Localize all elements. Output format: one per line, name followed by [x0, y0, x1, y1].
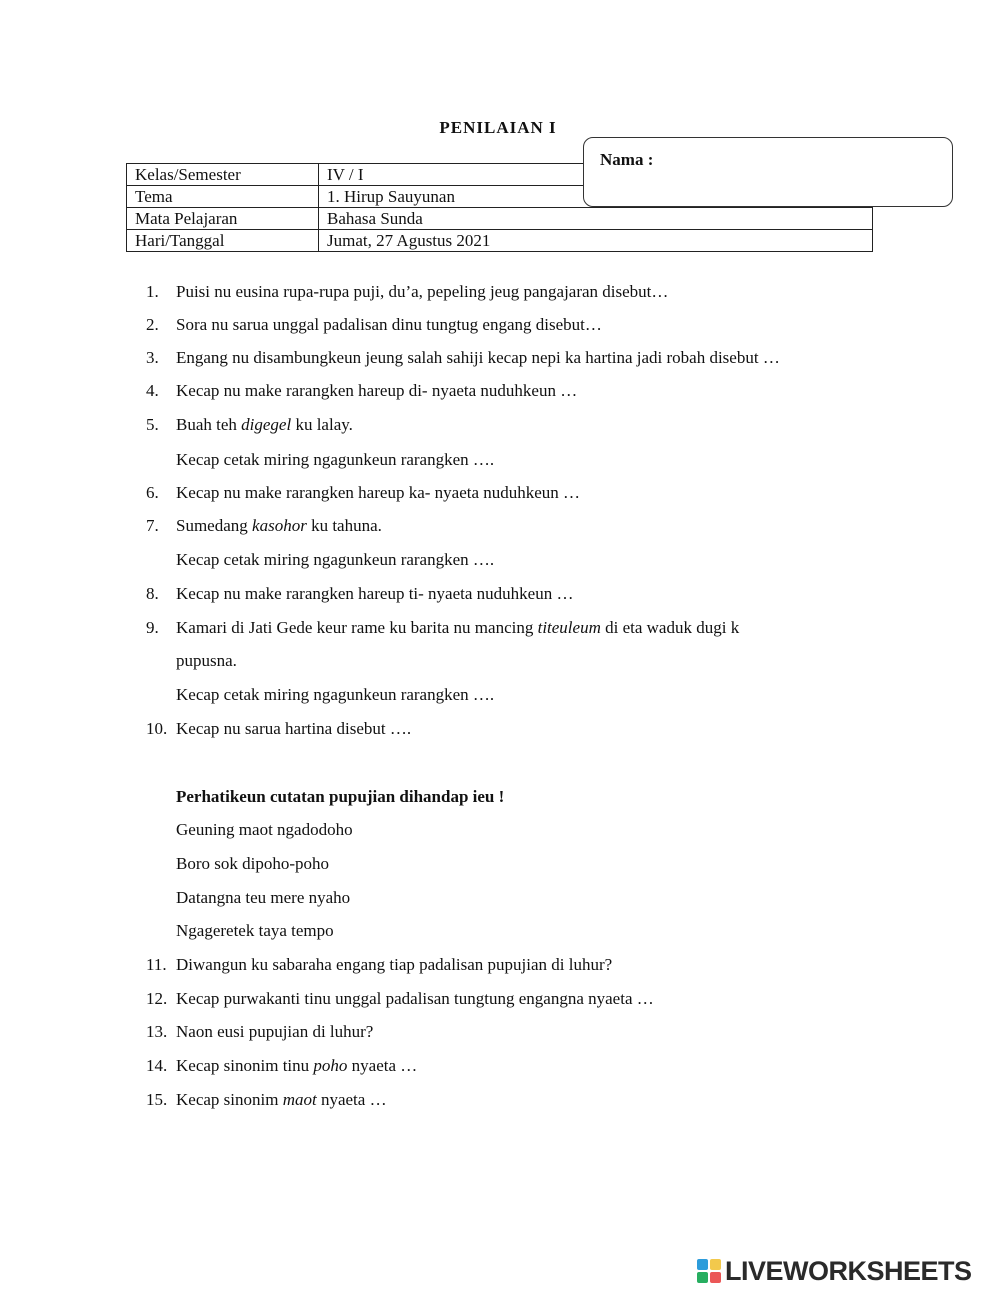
passage-heading: Perhatikeun cutatan pupujian dihandap ieu ! [176, 787, 505, 806]
info-value: Bahasa Sunda [319, 208, 873, 230]
question-number: 5. [146, 415, 159, 434]
question-text-part: ku lalay. [291, 415, 353, 434]
info-label: Hari/Tanggal [127, 230, 319, 252]
italic-word: kasohor [252, 516, 307, 535]
question-text [176, 414, 353, 436]
question-text: Kecap nu make rarangken hareup ka- nyaeta nuduhkeun … [176, 483, 581, 502]
italic-word: poho [313, 1056, 348, 1075]
question-text-part: nyaeta … [316, 1090, 387, 1109]
info-label: Tema [127, 186, 319, 208]
logo-tile [710, 1272, 721, 1283]
logo-tile [710, 1259, 721, 1270]
logo-mark-icon [697, 1259, 721, 1283]
question-subtext: Kecap cetak miring ngagunkeun rarangken …. [176, 550, 495, 569]
question-number: 15. [146, 1090, 168, 1109]
italic-word: digegel [241, 415, 292, 434]
info-value: 1. Hirup Sauyunan [319, 186, 873, 208]
question-text: Kecap purwakanti tinu unggal padalisan tungtung engangna nyaeta … [176, 989, 654, 1008]
question-number: 10. [146, 719, 168, 738]
question-subtext: Kecap cetak miring ngagunkeun rarangken …. [176, 685, 495, 704]
question-text: Kecap nu make rarangken hareup di- nyaeta nuduhkeun … [176, 381, 578, 400]
liveworksheets-logo [697, 1257, 972, 1285]
question-text [176, 1055, 417, 1077]
logo-tile [697, 1259, 708, 1270]
info-row-mapel [127, 208, 873, 230]
question-text-part: Kecap sinonim tinu [176, 1056, 314, 1075]
question-text: Puisi nu eusina rupa-rupa puji, du’a, pepeling jeug pangajaran disebut… [176, 282, 669, 301]
passage-line: Datangna teu mere nyaho [176, 888, 351, 907]
logo-tile [697, 1272, 708, 1283]
nama-label: Nama : [600, 150, 654, 169]
passage-line: Geuning maot ngadodoho [176, 820, 353, 839]
question-number: 8. [146, 584, 159, 603]
question-text [176, 515, 382, 537]
info-value: Jumat, 27 Agustus 2021 [319, 230, 873, 252]
info-value: IV / I [319, 164, 873, 186]
question-text-part: nyaeta … [347, 1056, 418, 1075]
question-number: 2. [146, 315, 159, 334]
question-text [176, 617, 739, 639]
question-text-part: di eta waduk dugi k [600, 618, 740, 637]
nama-input-box[interactable] [583, 137, 953, 207]
passage-line: Ngageretek taya tempo [176, 921, 334, 940]
question-text: Diwangun ku sabaraha engang tiap padalisan pupujian di luhur? [176, 955, 613, 974]
question-text: Naon eusi pupujian di luhur? [176, 1022, 374, 1041]
question-text-part: Kecap sinonim [176, 1090, 283, 1109]
question-number: 9. [146, 618, 159, 637]
info-row-tanggal [127, 230, 873, 252]
question-text: Sora nu sarua unggal padalisan dinu tungtug engang disebut… [176, 315, 602, 334]
italic-word: titeuleum [537, 618, 601, 637]
italic-word: maot [282, 1090, 317, 1109]
question-number: 13. [146, 1022, 168, 1041]
page-title: PENILAIAN I [439, 118, 557, 137]
info-label: Mata Pelajaran [127, 208, 319, 230]
question-number: 11. [146, 955, 167, 974]
question-number: 12. [146, 989, 168, 1008]
question-text-part: ku tahuna. [306, 516, 382, 535]
question-number: 14. [146, 1056, 168, 1075]
question-text-part: Sumedang [176, 516, 253, 535]
question-text [176, 1089, 387, 1111]
question-number: 6. [146, 483, 159, 502]
question-text: Kecap nu sarua hartina disebut …. [176, 719, 412, 738]
info-label: Kelas/Semester [127, 164, 319, 186]
question-number: 4. [146, 381, 159, 400]
question-text-part: Buah teh [176, 415, 242, 434]
question-subtext: Kecap cetak miring ngagunkeun rarangken …. [176, 450, 495, 469]
question-text: Kecap nu make rarangken hareup ti- nyaeta nuduhkeun … [176, 584, 574, 603]
question-number: 1. [146, 282, 159, 301]
passage-line: Boro sok dipoho-poho [176, 854, 329, 873]
question-number: 3. [146, 348, 159, 367]
question-number: 7. [146, 516, 159, 535]
question-text: Engang nu disambungkeun jeung salah sahiji kecap nepi ka hartina jadi robah disebut … [176, 348, 780, 367]
logo-text: LIVEWORKSHEETS [725, 1255, 972, 1286]
question-text-part: Kamari di Jati Gede keur rame ku barita nu mancing [176, 618, 538, 637]
question-text-continued: pupusna. [176, 651, 237, 670]
